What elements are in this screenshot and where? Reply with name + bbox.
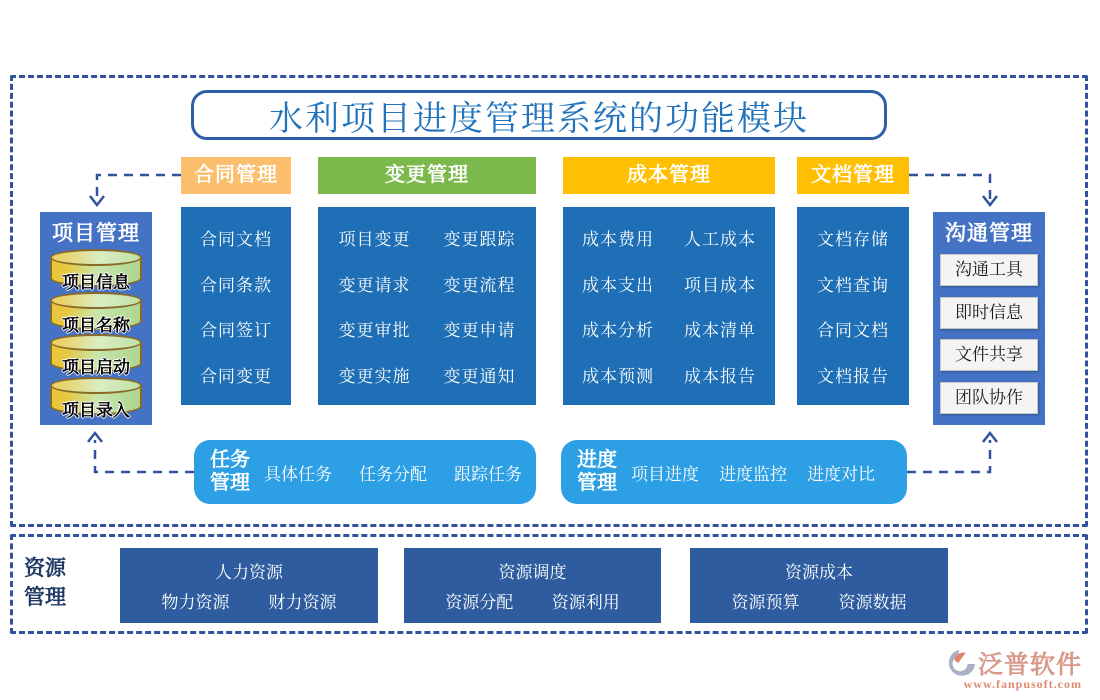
resource-management-label: [24, 554, 66, 613]
module-item: 变更实施: [338, 366, 411, 386]
module-item: 进度对比: [807, 464, 875, 484]
communication-item: 团队协作: [940, 382, 1038, 414]
module-item: 跟踪任务: [454, 464, 522, 484]
module-item: 资源数据: [838, 593, 907, 613]
progress-title-line1: 进度: [577, 449, 617, 471]
fanpu-logo-row: [946, 645, 1082, 681]
task-items: [264, 460, 522, 485]
module-item: 合同变更: [200, 366, 272, 386]
communication-management-panel: [933, 212, 1045, 425]
task-title-line2: 管理: [210, 472, 250, 494]
communication-item: 沟通工具: [940, 254, 1038, 286]
title-banner: [191, 90, 887, 140]
module-item: 成本报告: [684, 366, 756, 386]
communication-item: 即时信息: [940, 297, 1038, 329]
module-item: 成本预测: [582, 366, 654, 386]
communication-panel-body: [933, 247, 1045, 425]
module-item: 具体任务: [264, 464, 332, 484]
cylinder-label: 项目名称: [62, 315, 130, 335]
module-item: 变更跟踪: [443, 230, 516, 250]
page-title: 水利项目进度管理系统的功能模块: [269, 100, 809, 138]
cylinder-label: 项目信息: [62, 273, 130, 293]
module-item: 变更请求: [338, 275, 411, 295]
database-cylinder: [50, 249, 142, 291]
module-item: 物力资源: [161, 593, 230, 613]
project-panel-body: [40, 247, 152, 425]
progress-items: [631, 460, 875, 485]
resource-label-line2: 管理: [24, 585, 66, 610]
resource-label-line1: 资源: [24, 556, 66, 580]
module-item: 合同条款: [200, 275, 272, 295]
fanpu-logo-icon: [946, 648, 976, 678]
cylinder-label: 项目录入: [62, 400, 130, 420]
resource-group-hr: [120, 548, 378, 623]
progress-management-module: [561, 440, 907, 504]
task-module-title: [210, 449, 250, 495]
module-item: 文档查询: [817, 275, 889, 295]
module-item: 任务分配: [359, 464, 427, 484]
module-item: 成本清单: [684, 321, 756, 341]
task-management-module: [194, 440, 536, 504]
main-dashed-frame: [10, 75, 1088, 527]
progress-module-title: [577, 449, 617, 495]
resource-group-items: [404, 588, 661, 613]
cylinder-label: 项目启动: [62, 358, 130, 378]
database-cylinder: [50, 334, 142, 376]
document-items-column: [797, 207, 909, 405]
module-item: 文档报告: [817, 366, 889, 386]
module-item: 项目进度: [631, 464, 699, 484]
module-item: 人工成本: [684, 230, 756, 250]
module-item: 变更流程: [443, 275, 516, 295]
project-management-panel: [40, 212, 152, 425]
cylinder-top: [50, 377, 142, 394]
resource-group-cost: [690, 548, 948, 623]
module-item: 项目成本: [684, 275, 756, 295]
cost-items-column: [563, 207, 775, 405]
module-item: 合同签订: [200, 321, 272, 341]
resource-group-title: 资源成本: [785, 562, 853, 582]
module-item: 财力资源: [268, 593, 337, 613]
logo-company-name: 泛普软件: [977, 652, 1082, 679]
database-cylinder: [50, 377, 142, 419]
module-item: 变更审批: [338, 321, 411, 341]
module-item: 资源利用: [551, 593, 620, 613]
database-cylinder: [50, 292, 142, 334]
communication-item: 文件共享: [940, 339, 1038, 371]
cylinder-top: [50, 292, 142, 309]
resource-group-items: [690, 588, 948, 613]
header-contract-management: 合同管理: [181, 157, 291, 194]
module-item: 资源预算: [731, 593, 800, 613]
module-item: 成本分析: [582, 321, 654, 341]
module-item: 成本费用: [582, 230, 654, 250]
module-item: 变更通知: [443, 366, 516, 386]
communication-panel-title: 沟通管理: [945, 221, 1033, 245]
logo-website: www.fanpusoft.com: [963, 677, 1082, 691]
header-cost-management: 成本管理: [563, 157, 775, 194]
resource-group-scheduling: [404, 548, 661, 623]
change-items-column: [318, 207, 536, 405]
module-item: 成本支出: [582, 275, 654, 295]
module-item: 合同文档: [817, 321, 889, 341]
task-title-line1: 任务: [210, 449, 250, 471]
resource-group-title: 人力资源: [215, 562, 283, 582]
module-item: 变更申请: [443, 321, 516, 341]
progress-title-line2: 管理: [577, 472, 617, 494]
resource-group-title: 资源调度: [498, 562, 567, 582]
module-item: 合同文档: [200, 230, 272, 250]
resource-group-items: [120, 588, 378, 613]
module-item: 进度监控: [719, 464, 787, 484]
module-item: 文档存储: [817, 230, 889, 250]
project-panel-title: 项目管理: [52, 221, 140, 245]
module-item: 项目变更: [338, 230, 411, 250]
module-item: 资源分配: [445, 593, 514, 613]
fanpu-logo-link[interactable]: [946, 645, 1082, 692]
header-document-management: 文档管理: [797, 157, 909, 194]
header-change-management: 变更管理: [318, 157, 536, 194]
contract-items-column: [181, 207, 291, 405]
